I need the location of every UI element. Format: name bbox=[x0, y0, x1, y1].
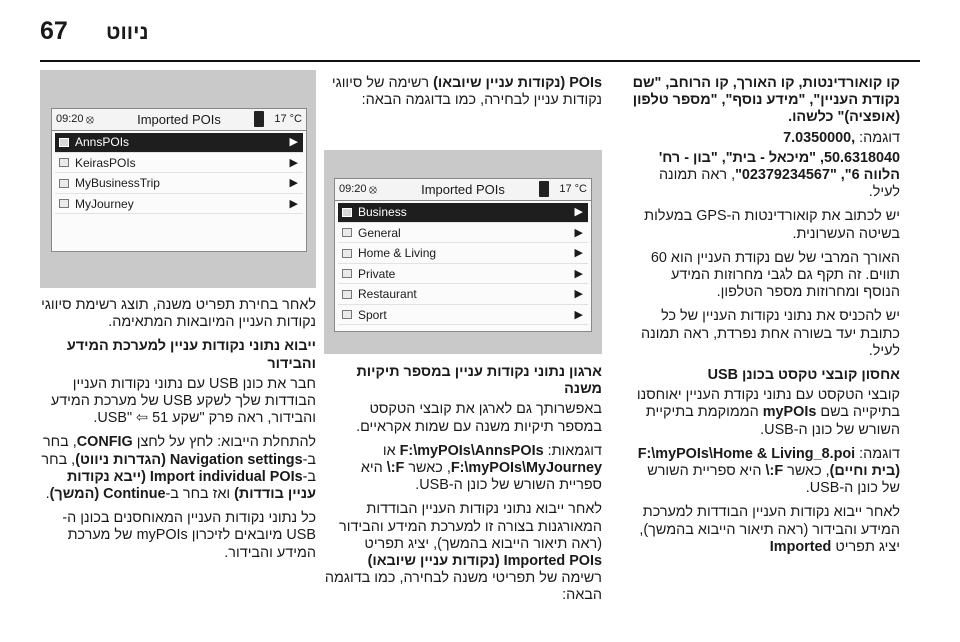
screen-title: Imported POIs bbox=[421, 182, 505, 197]
list-item-label: Business bbox=[358, 205, 407, 220]
paragraph: לאחר ייבוא נתוני נקודות העניין הבודדות המאורגנות בצורה זו למערכת המידע והבידור (ראה תיאור הייבוא בהמשך), יציג תפריט Imported POIs (נקודות עניין שיובאו) רשימה של תפריטי משנה לבחירה, כמו בדוגמה הבאה: bbox=[324, 501, 602, 604]
category-list bbox=[335, 201, 591, 328]
paragraph: באפשרותך גם לארגן את קובצי הטקסט במספר תיקיות משנה עם שמות אקראיים. bbox=[356, 401, 602, 435]
list-item[interactable] bbox=[338, 265, 588, 285]
display-screen bbox=[51, 108, 307, 252]
temperature: 17 °C bbox=[559, 183, 587, 195]
submenu-list bbox=[52, 131, 306, 217]
navigation-icon: ⦻ bbox=[86, 112, 94, 126]
list-item-label: Private bbox=[358, 266, 396, 281]
display-screen bbox=[334, 178, 592, 332]
header-divider bbox=[40, 60, 920, 62]
arrow-right-icon: ▶ bbox=[574, 267, 583, 280]
list-item-label: AnnsPOIs bbox=[75, 135, 130, 150]
screenshot-submenus bbox=[40, 70, 316, 288]
paragraph: חבר את כונן USB עם נתוני נקודות העניין הבודדות שלך לשקע USB של מערכת המידע והבידור, ראה פרק "שקע USB" ⇦ 51. bbox=[50, 375, 316, 427]
folder-icon bbox=[342, 249, 352, 258]
list-item-label: Restaurant bbox=[358, 287, 417, 302]
folder-icon bbox=[342, 208, 352, 217]
arrow-right-icon: ▶ bbox=[574, 206, 583, 218]
folder-icon bbox=[59, 158, 69, 167]
list-item[interactable] bbox=[338, 244, 588, 264]
middle-column-bottom bbox=[324, 364, 602, 612]
clock: 09:20 bbox=[56, 113, 84, 125]
paragraph: כל נתוני נקודות העניין המאוחסנים בכונן ה-USB מיובאים לזיכרון myPOIs של מערכת המידע והבידור. bbox=[62, 510, 316, 561]
phone-icon bbox=[539, 181, 549, 197]
paragraph: דוגמה: F:\myPOIs\Home & Living_8.poi (בית וחיים), כאשר F:\ היא ספריית השורש של כונן ה-USB. bbox=[637, 445, 900, 497]
arrow-right-icon: ▶ bbox=[574, 247, 583, 259]
paragraph: לאחר בחירת תפריט משנה, תוצג רשימת סיווגי נקודות העניין המיובאות המתאימה. bbox=[41, 297, 316, 331]
clock: 09:20 bbox=[339, 183, 367, 195]
page-number: 67 bbox=[40, 17, 68, 45]
folder-icon bbox=[342, 269, 352, 278]
list-item-label: KeirasPOIs bbox=[75, 155, 136, 170]
middle-column-top bbox=[324, 75, 602, 116]
section-heading: ארגון נתוני נקודות עניין במספר תיקיות משנה bbox=[356, 364, 602, 398]
left-column bbox=[40, 297, 316, 569]
paragraph: קו קואורדינטות, קו האורך, קו הרוחב, "שם נקודת העניין", "מידע נוסף", "מספר טלפון (אופציה)" כלשהו. bbox=[632, 75, 900, 126]
arrow-right-icon: ▶ bbox=[289, 136, 298, 148]
paragraph: האורך המרבי של שם נקודת העניין הוא 60 תווים. זה תקף גם לגבי מחרוזות המידע הנוסף ומחרוזות מספר הטלפון. bbox=[650, 249, 900, 301]
list-item[interactable] bbox=[55, 174, 303, 194]
section-heading: ייבוא נתוני נקודות עניין למערכת המידע והבידור bbox=[66, 338, 316, 372]
screen-title: Imported POIs bbox=[137, 112, 221, 127]
navigation-icon: ⦻ bbox=[369, 182, 377, 196]
paragraph: POIs (נקודות עניין שיובאו) רשימה של סיווגי נקודות עניין לבחירה, כמו בדוגמה הבאה: bbox=[331, 75, 602, 109]
list-item[interactable] bbox=[338, 306, 588, 326]
right-column bbox=[632, 75, 900, 563]
list-item-label: MyJourney bbox=[75, 196, 134, 211]
list-item[interactable] bbox=[338, 203, 588, 223]
arrow-right-icon: ▶ bbox=[289, 197, 298, 210]
arrow-right-icon: ▶ bbox=[289, 156, 298, 169]
list-item-label: MyBusinessTrip bbox=[75, 176, 160, 191]
paragraph: 50.6318040, "מיכאל - בית", "בון - רח' הלווה 6", "02379234567", ראה תמונה לעיל. bbox=[658, 149, 900, 201]
folder-icon bbox=[342, 228, 352, 237]
arrow-right-icon: ▶ bbox=[289, 177, 298, 189]
folder-icon bbox=[59, 199, 69, 208]
page-title: ניווט bbox=[106, 21, 149, 44]
list-item-label: Sport bbox=[358, 307, 387, 322]
phone-icon bbox=[254, 111, 264, 127]
list-item-label: Home & Living bbox=[358, 246, 437, 261]
paragraph: להתחלת הייבוא: לחץ על לחצן CONFIG, בחר ב-Navigation settings (הגדרות ניווט), בחר ב-Import individual POIs (ייבא נקודות עניין בודדות) ואז בחר ב-Continue (המשך). bbox=[41, 434, 316, 503]
temperature: 17 °C bbox=[274, 113, 302, 125]
arrow-right-icon: ▶ bbox=[574, 288, 583, 300]
list-item[interactable] bbox=[55, 133, 303, 153]
list-item-label: General bbox=[358, 225, 401, 240]
folder-icon bbox=[342, 290, 352, 299]
paragraph: דוגמה: 7.0350000, bbox=[783, 129, 900, 146]
list-item[interactable] bbox=[55, 195, 303, 215]
status-bar bbox=[335, 179, 591, 201]
list-item[interactable] bbox=[55, 154, 303, 174]
arrow-right-icon: ▶ bbox=[574, 226, 583, 239]
paragraph: דוגמאות: F:\myPOIs\AnnsPOIs או F:\myPOIs\MyJourney, כאשר F:\ היא ספריית השורש של כונן ה-USB. bbox=[360, 442, 602, 494]
folder-icon bbox=[59, 179, 69, 188]
paragraph: לאחר ייבוא נקודות העניין הבודדות למערכת המידע והבידור (ראה תיאור הייבוא בהמשך), יציג תפריט Imported bbox=[639, 504, 900, 555]
screenshot-categories bbox=[324, 150, 602, 354]
folder-icon bbox=[59, 138, 69, 147]
paragraph: קובצי הטקסט עם נתוני נקודת העניין יאוחסנו בתיקייה בשם myPOIs הממוקמת בתיקיית השורש של כונן ה-USB. bbox=[636, 387, 900, 438]
status-bar bbox=[52, 109, 306, 131]
folder-icon bbox=[342, 310, 352, 319]
list-item[interactable] bbox=[338, 285, 588, 305]
section-heading: אחסון קובצי טקסט בכונן USB bbox=[707, 367, 900, 384]
list-item[interactable] bbox=[338, 224, 588, 244]
paragraph: יש להכניס את נתוני נקודות העניין של כל כתובת יעד בשורה אחת נפרדת, ראה תמונה לעיל. bbox=[641, 308, 900, 359]
arrow-right-icon: ▶ bbox=[574, 308, 583, 321]
paragraph: יש לכתוב את קואורדינטות ה-GPS במעלות בשיטה העשרונית. bbox=[644, 208, 900, 242]
